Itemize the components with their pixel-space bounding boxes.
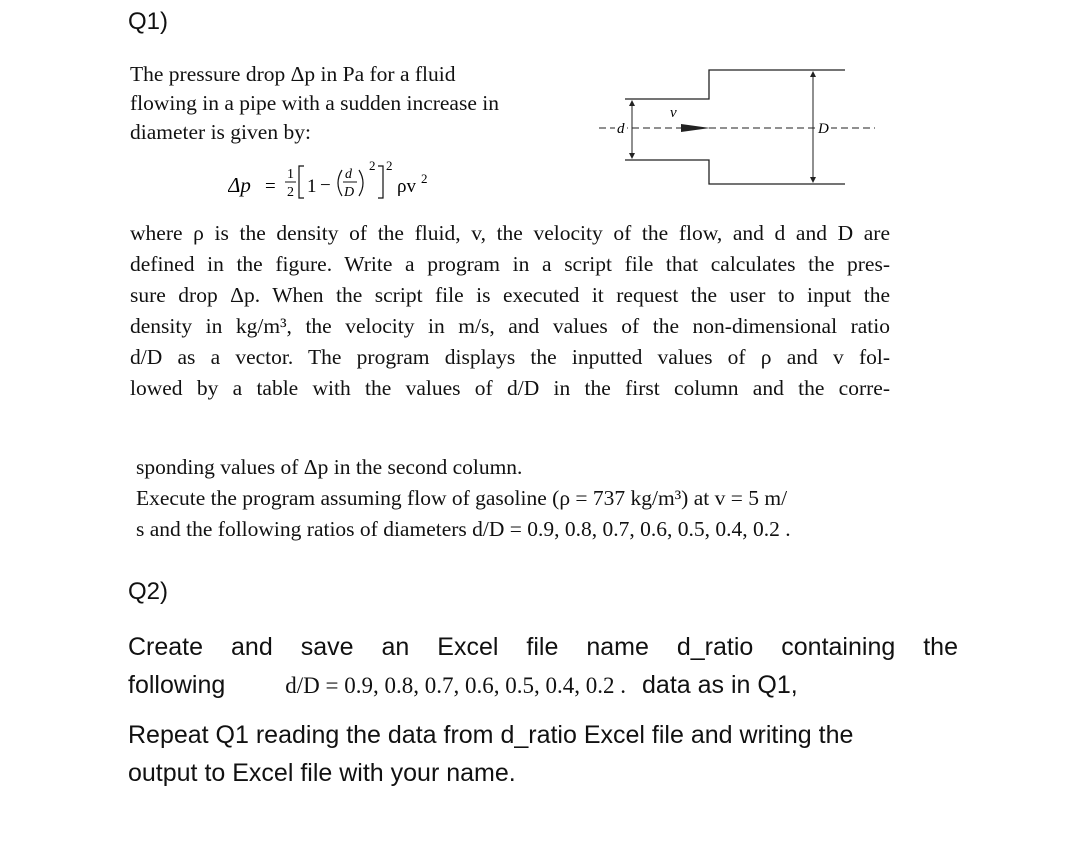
formula-one: 1 (307, 176, 317, 197)
velocity-label: v (670, 105, 677, 121)
q2-line-tail: data as in Q1, (642, 671, 798, 699)
execution-line: s and the following ratios of diameters d/D = 0.9, 0.8, 0.7, 0.6, 0.5, 0.4, 0.2 . (136, 517, 791, 541)
q2-line: Repeat Q1 reading the data from d_ratio Excel file and writing the (128, 721, 854, 749)
description-line: where ρ is the density of the fluid, v, the velocity of the flow, and d and D are (130, 221, 890, 245)
formula-tail-exponent: 2 (421, 171, 428, 186)
execution-line: Execute the program assuming flow of gasoline (ρ = 737 kg/m³) at v = 5 m/ (136, 486, 788, 510)
q2-heading: Q2) (128, 578, 169, 605)
formula-inner-exponent: 2 (369, 158, 376, 173)
description-line: density in kg/m³, the velocity in m/s, and values of the non-dimensional ratio (130, 314, 890, 338)
formula-ratio-numerator: d (345, 167, 352, 182)
formula-half-denominator: 2 (287, 185, 294, 200)
formula-half-numerator: 1 (287, 167, 294, 182)
q1-heading: Q1) (128, 8, 169, 35)
q1-execution-paragraph (136, 452, 896, 545)
small-diameter-arrow-top (629, 100, 635, 106)
q1-description-paragraph (130, 218, 890, 404)
large-diameter-arrow-bottom (810, 177, 816, 183)
pipe-expansion-figure (585, 62, 885, 192)
large-diameter-arrow-top (810, 71, 816, 77)
pressure-drop-formula (228, 158, 488, 204)
description-line: defined in the figure. Write a program in a script file that calculates the pres- (130, 252, 890, 276)
formula-equals: = (265, 176, 276, 197)
q2-ratio-values: d/D = 0.9, 0.8, 0.7, 0.6, 0.5, 0.4, 0.2 . (285, 673, 627, 698)
q2-create-file-paragraph (128, 628, 958, 705)
execution-line: sponding values of Δp in the second column. (136, 455, 523, 479)
intro-line: diameter is given by: (130, 120, 311, 144)
formula-left-paren (338, 170, 342, 196)
small-diameter-label: d (617, 121, 625, 137)
formula-right-bracket (378, 166, 383, 198)
formula-ratio-denominator: D (344, 185, 355, 200)
q2-repeat-paragraph (128, 716, 958, 792)
intro-line: The pressure drop Δp in Pa for a fluid (130, 62, 456, 86)
description-line: sure drop Δp. When the script file is executed it request the user to input the (130, 283, 890, 307)
q1-intro-paragraph (130, 60, 550, 147)
formula-minus: − (320, 175, 331, 196)
small-diameter-arrow-bottom (629, 153, 635, 159)
formula-lhs: Δp (228, 173, 251, 197)
q2-line-with-math (128, 666, 958, 705)
intro-line: flowing in a pipe with a sudden increase in (130, 91, 499, 115)
q2-line: Create and save an Excel file name d_ratio containing the (128, 633, 958, 661)
q2-line: output to Excel file with your name. (128, 759, 516, 787)
formula-outer-exponent: 2 (386, 158, 393, 173)
formula-left-bracket (299, 166, 304, 198)
description-line: lowed by a table with the values of d/D in the first column and the corre- (130, 376, 890, 400)
large-diameter-label: D (818, 121, 829, 137)
q2-following-word: following (128, 671, 226, 699)
formula-rho-v: ρv (397, 176, 416, 197)
velocity-arrow (681, 124, 710, 132)
formula-right-paren (359, 170, 363, 196)
description-line: d/D as a vector. The program displays the inputted values of ρ and v fol- (130, 345, 890, 369)
